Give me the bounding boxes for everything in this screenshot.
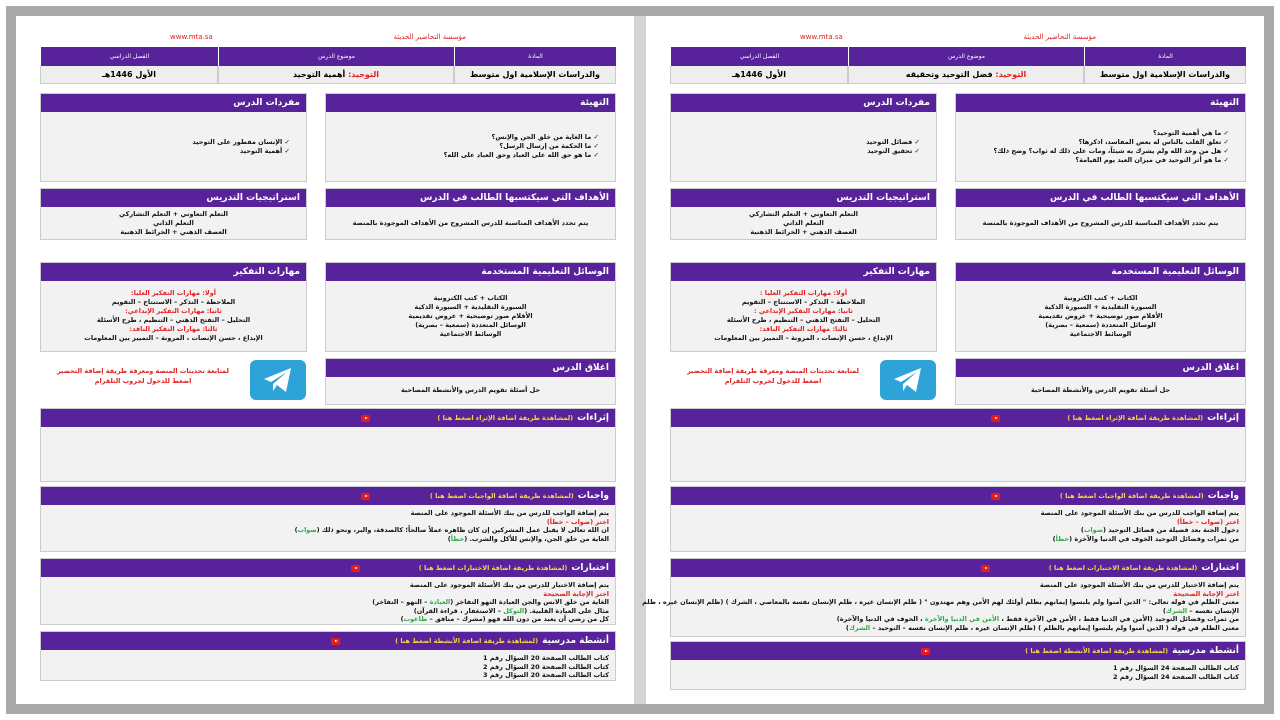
text-segment: الأمن في الدنيا والآخرة [924, 615, 1000, 623]
checklist-item: ✓ فضائل التوحيد [866, 138, 920, 147]
text-segment: دخول الجنة بعد فضيلة من فضائل التوحيد ( [1103, 526, 1239, 534]
thinking-skills-section [670, 262, 937, 352]
text-segment: يتم إضافة الاختبار للدرس من بنك الأسئلة الموجود على المنصة [1039, 581, 1239, 589]
text-line: الوسائل المتعددة (سمعية – بصرية) [415, 320, 526, 329]
text-segment: ) [400, 615, 404, 623]
enrichment-section-video-link[interactable]: (لمشاهدة طريقة اضافة الإثراء اضغط هنا ) [1067, 414, 1204, 422]
enrichment-section-header [671, 409, 1245, 427]
tests-section-title: اختبارات [571, 563, 609, 573]
text-line [41, 535, 609, 544]
vocabulary-section-body [671, 112, 936, 181]
text-segment: الشرك [1165, 606, 1188, 615]
teaching-aids-section [955, 262, 1246, 352]
table-header: الفصل الدراسي [40, 47, 218, 66]
vocabulary-section-body [41, 112, 306, 181]
checklist-item: ✓ ما هو أثر التوحيد في ميزان العبد يوم القيامة؟ [1075, 156, 1229, 165]
subject-value: والدراسات الإسلامية اول متوسط [1084, 66, 1246, 84]
closing-section-header [956, 359, 1245, 377]
text-segment: العبادة [429, 598, 451, 606]
homework-section-title: واجبات [577, 491, 609, 501]
page-top-header [670, 33, 1246, 45]
tests-section [40, 558, 616, 625]
thinking-skills-section-title: مهارات التفكير [233, 267, 300, 277]
enrichment-section-title: إثراءات [577, 413, 609, 423]
goals-section-body [956, 207, 1245, 239]
telegram-icon[interactable] [880, 360, 936, 400]
topic-value [848, 66, 1084, 84]
activities-section [40, 631, 616, 681]
text-segment: كتاب الطالب الصفحة 24 السؤال رقم 1 [1112, 664, 1239, 672]
text-line [671, 509, 1239, 518]
lesson-plan-page [642, 30, 1246, 690]
warmup-section [325, 93, 616, 182]
closing-section-body [956, 377, 1245, 404]
text-segment: الإبداع ، حسن الإنصات ، المرونة – التمييز بين المعلومات [714, 334, 893, 342]
goals-section [325, 188, 616, 240]
teaching-aids-section-header [326, 263, 615, 281]
goals-section-body [326, 207, 615, 239]
goals-section [955, 188, 1246, 240]
text-line [125, 307, 222, 316]
table-header: المادة [1084, 47, 1246, 66]
website-link[interactable]: www.mta.sa [800, 33, 843, 41]
telegram-text[interactable] [40, 366, 246, 386]
tests-section [642, 558, 1246, 637]
website-link[interactable]: www.mta.sa [170, 33, 213, 41]
tests-section-body [41, 577, 615, 624]
text-line [130, 325, 218, 334]
telegram-banner[interactable] [40, 358, 307, 405]
goals-section-title: الأهداف التي سيكتسبها الطالب في الدرس [419, 193, 609, 203]
text-line [671, 535, 1239, 544]
strategies-section-body [671, 207, 936, 239]
text-line: حل أسئلة تقويم الدرس والأنشطة المصاحبة [400, 386, 541, 394]
text-line [112, 298, 235, 307]
thinking-skills-section-body [41, 281, 306, 351]
text-segment: خطأ [450, 534, 465, 543]
activities-section-title: أنشطة مدرسية [542, 636, 609, 646]
text-line [41, 607, 609, 616]
text-segment: ) [1162, 606, 1166, 615]
teaching-aids-section [325, 262, 616, 352]
activities-section [670, 641, 1246, 690]
thinking-skills-section-title: مهارات التفكير [863, 267, 930, 277]
closing-section-title: اغلاق الدرس [552, 363, 609, 373]
thinking-skills-section-body [671, 281, 936, 351]
text-line [760, 289, 847, 298]
text-segment: أولا: مهارات التفكير العليا: [131, 289, 216, 297]
homework-section-video-link[interactable]: (لمشاهدة طريقة اضافة الواجبات اضغط هنا ) [1059, 492, 1204, 500]
closing-section-title: اغلاق الدرس [1182, 363, 1239, 373]
text-segment: – الاستغفار ، قراءة القرآن) [413, 606, 504, 615]
text-line [41, 518, 609, 527]
lesson-plan-page [40, 30, 616, 690]
table-header: الفصل الدراسي [670, 47, 848, 66]
text-segment: ) [294, 526, 298, 534]
text-line [742, 298, 865, 307]
strategies-section-header [41, 189, 306, 207]
text-segment: يتم إضافة الواجب للدرس من بنك الأسئلة الموجود على المنصة [1040, 509, 1239, 517]
telegram-line: لمتابعة تحديثات المنصة ومعرفة طريقة إضافة التحضير [57, 367, 229, 375]
warmup-section [955, 93, 1246, 182]
topic-value [218, 66, 454, 84]
text-segment: التوكل [503, 606, 525, 615]
text-segment: ) [1052, 534, 1056, 543]
homework-section-header [41, 487, 615, 505]
text-line: الكتاب + كتب الكترونية [1063, 293, 1138, 302]
tests-section-header [671, 559, 1245, 577]
thinking-skills-section-header [41, 263, 306, 281]
text-segment: التحليل – التفتح الذهني – التنظيم ، طرح الأسئلة [96, 316, 251, 324]
text-segment: الغاية من خلق الجن، والإنس للأكل والشرب. ( [464, 534, 609, 543]
text-segment: ان الله تعالى لا يقبل عمل المشركين إن كان ظاهره عملاً صالحاً؛ كالصدقة، والبر، ونحو ذلك ( [316, 526, 609, 534]
checklist-item: ✓ تعلق القلب بالناس له بعض المفاسد، اذكرها؟ [1079, 138, 1229, 147]
activities-section-title: أنشطة مدرسية [1172, 646, 1239, 656]
text-line [41, 581, 609, 590]
subject-value: والدراسات الإسلامية اول متوسط [454, 66, 616, 84]
strategies-section [40, 188, 307, 240]
closing-section-body [326, 377, 615, 404]
enrichment-section-video-link[interactable]: (لمشاهدة طريقة اضافة الإثراء اضغط هنا ) [437, 414, 574, 422]
text-line [671, 581, 1239, 590]
strategies-section-title: استراتيجيات التدريس [206, 193, 300, 203]
text-line: الوسائل المتعددة (سمعية – بصرية) [1045, 320, 1156, 329]
enrichment-section-body [41, 427, 615, 481]
warmup-section-header [326, 94, 615, 112]
youtube-icon[interactable] [361, 415, 370, 422]
tests-section-video-link[interactable]: (لمشاهدة طريقة اضافة الاختبارات اضغط هنا ) [1048, 564, 1198, 572]
text-line [671, 526, 1239, 535]
telegram-icon[interactable] [250, 360, 306, 400]
text-line: العصف الذهني + الخرائط الذهنية [750, 227, 857, 236]
text-line: الوسائط الاجتماعية [439, 329, 502, 338]
telegram-line: اضغط للدخول لجروب التلقرام [724, 377, 822, 385]
homework-section-title: واجبات [1207, 491, 1239, 501]
teaching-aids-section-header [956, 263, 1245, 281]
homework-section-header [671, 487, 1245, 505]
checklist-item: ✓ ما الغاية من خلق الجن والإنس؟ [492, 133, 599, 142]
activities-section-header [41, 632, 615, 650]
tests-section-body [642, 577, 1245, 636]
checklist-item: ✓ تحقيق التوحيد [867, 147, 920, 156]
vocabulary-section-title: مفردات الدرس [233, 98, 300, 108]
text-line [671, 615, 1239, 624]
text-segment: الغاية من خلق الانس والجن العبادة التهو التفاخر ( [450, 598, 609, 606]
text-segment: الإبداع ، حسن الإنصات ، المرونة – التمييز بين المعلومات [84, 334, 263, 342]
goals-section-title: الأهداف التي سيكتسبها الطالب في الدرس [1049, 193, 1239, 203]
youtube-icon[interactable] [921, 648, 930, 655]
strategies-section-title: استراتيجيات التدريس [836, 193, 930, 203]
table-header: موضوع الدرس [218, 47, 454, 66]
teaching-aids-section-title: الوسائل التعليمية المستخدمة [481, 267, 609, 277]
text-segment: ) [447, 534, 451, 543]
lesson-info-table [670, 47, 1246, 84]
text-line [41, 526, 609, 535]
text-segment: – التهو – التفاخر) [372, 598, 430, 606]
vocabulary-section-title: مفردات الدرس [863, 98, 930, 108]
organization-name: مؤسسة التحاضير الحديثة [1023, 33, 1096, 41]
text-segment: يتم إضافة الاختبار للدرس من بنك الأسئلة الموجود على المنصة [409, 581, 609, 589]
activities-section-header [671, 642, 1245, 660]
vocabulary-section-header [671, 94, 936, 112]
text-line [727, 316, 880, 325]
text-segment: معنى الظلم في قوله ( الذين آمنوا ولم يلبسوا إيمانهم بالظلم ) (ظلم الإنسان غيره ، ظلم الإنسان نفسه – التوحيد – [870, 623, 1239, 632]
homework-section-video-link[interactable]: (لمشاهدة طريقة اضافة الواجبات اضغط هنا ) [429, 492, 574, 500]
text-segment: كتاب الطالب الصفحة 24 السؤال رقم 2 [1112, 672, 1239, 681]
strategies-section-body [41, 207, 306, 239]
goals-section-header [326, 189, 615, 207]
text-line: يتم تحدد الأهداف المناسبة للدرس المشروح من الأهداف الموجودة بالمنصة [982, 218, 1219, 227]
term-value: الأول 1446هـ [670, 66, 848, 84]
homework-section-body [671, 505, 1245, 551]
text-segment: الشرك [848, 623, 871, 632]
topic-text: أهمية التوحيد [293, 70, 349, 79]
text-segment: ثالثا: مهارات التفكير الناقد: [129, 325, 218, 333]
youtube-icon[interactable] [991, 415, 1000, 422]
text-line [671, 518, 1239, 527]
text-line [714, 334, 892, 343]
text-segment: مثال على العبادة القلبية. ( [524, 606, 609, 615]
homework-section [40, 486, 616, 552]
text-segment: معنى الظلم في قوله تعالى: " الذين آمنوا ولم يلبسوا إيمانهم بظلم أولئك لهم الأمن وهم مهتدون " ( ظلم الإنسان غيره ، ظلم الإنسان نفسه بالمعاصي ، الشرك ) (ظلم الإنسان غيره ، ظلم [642, 598, 1239, 606]
text-segment: الملاحظة – التذكر – الاستنتاج – التقويم [741, 298, 866, 306]
text-line [41, 590, 609, 599]
text-line [671, 590, 1239, 599]
strategies-section [670, 188, 937, 240]
checklist-item: ✓ هل من وحد الله ولم يشرك به شيئاً، ومات على ذلك له ثواب؟ وضح ذلك؟ [993, 147, 1229, 156]
text-line: التعلم التعاوني + التعلم التشاركي [749, 209, 858, 218]
vocabulary-section [670, 93, 937, 182]
text-segment: ثالثا: مهارات التفكير الناقد: [759, 325, 848, 333]
checklist-item: ✓ ما هي أهمية التوحيد؟ [1153, 129, 1229, 138]
text-segment: كتاب الطالب الصفحة 20 السؤال رقم 2 [482, 662, 609, 671]
text-line [671, 624, 1239, 633]
text-line: الأقلام صور توضيحية + عروض تقديمية [408, 311, 533, 320]
text-line [84, 334, 262, 343]
text-line: يتم تحدد الأهداف المناسبة للدرس المشروح من الأهداف الموجودة بالمنصة [352, 218, 589, 227]
activities-section-body [671, 660, 1245, 689]
enrichment-section-header [41, 409, 615, 427]
lesson-info-table [40, 47, 616, 84]
text-segment: ، الخوف في الدنيا والآخرة) [836, 615, 925, 623]
thinking-skills-section-header [671, 263, 936, 281]
text-line [97, 316, 250, 325]
goals-section-header [956, 189, 1245, 207]
closing-section [955, 358, 1246, 405]
text-line [671, 664, 1239, 673]
text-segment: ثانيا: مهارات التفكير الإبداعي : [754, 307, 853, 315]
tests-section-video-link[interactable]: (لمشاهدة طريقة اضافة الاختبارات اضغط هنا ) [418, 564, 568, 572]
text-line [754, 307, 853, 316]
enrichment-section-body [671, 427, 1245, 481]
text-segment: اختر (صواب – خطأ) [546, 517, 609, 526]
text-segment: صواب [1083, 526, 1104, 534]
telegram-line: لمتابعة تحديثات المنصة ومعرفة طريقة إضافة التحضير [687, 367, 859, 375]
warmup-section-header [956, 94, 1245, 112]
checklist-item: ✓ ما الحكمة من إرسال الرسل؟ [499, 142, 599, 151]
text-segment: كل من رضي أن يعبد من دون الله فهو (مشرك – منافق – [427, 615, 609, 623]
text-segment: الإنسان نفسه – [1187, 606, 1239, 615]
topic-prefix: التوحيد: [995, 70, 1027, 79]
text-line [41, 671, 609, 680]
youtube-icon[interactable] [981, 565, 990, 572]
homework-section-body [41, 505, 615, 551]
text-segment: يتم إضافة الواجب للدرس من بنك الأسئلة الموجود على المنصة [410, 509, 609, 517]
table-header: المادة [454, 47, 616, 66]
table-header: موضوع الدرس [848, 47, 1084, 66]
warmup-section-body [956, 112, 1245, 181]
text-segment: أولا: مهارات التفكير العليا : [759, 289, 848, 297]
telegram-line: اضغط للدخول لجروب التلقرام [94, 377, 192, 385]
topic-prefix: التوحيد: [348, 70, 379, 79]
text-segment: الملاحظة – التذكر – الاستنتاج – التقويم [111, 298, 236, 306]
checklist-item: ✓ ما هو حق الله على العباد وحق العباد على الله؟ [444, 151, 599, 160]
enrichment-section-title: إثراءات [1207, 413, 1239, 423]
text-line [41, 663, 609, 672]
text-segment: من ثمرات وفضائل التوحيد الخوف في الدنيا والآخرة ( [1069, 534, 1239, 543]
youtube-icon[interactable] [331, 638, 340, 645]
warmup-section-title: التهيئة [580, 98, 609, 108]
text-segment: اختر الإجابة الصحيحة [543, 589, 609, 598]
strategies-section-header [671, 189, 936, 207]
text-segment: طاغوت [403, 615, 428, 623]
teaching-aids-section-body [326, 281, 615, 351]
homework-section [670, 486, 1246, 552]
term-value: الأول 1446هـ [40, 66, 218, 84]
warmup-section-title: التهيئة [1210, 98, 1239, 108]
checklist-item: ✓ الإنسان مفطور على التوحيد [192, 138, 290, 147]
closing-section [325, 358, 616, 405]
text-line [41, 654, 609, 663]
enrichment-section [40, 408, 616, 482]
text-line [671, 607, 1239, 616]
text-segment: اختر الإجابة الصحيحة [1173, 589, 1239, 598]
vocabulary-section-header [41, 94, 306, 112]
teaching-aids-section-body [956, 281, 1245, 351]
text-line [760, 325, 848, 334]
text-segment: صواب [297, 526, 317, 534]
text-line: حل أسئلة تقويم الدرس والأنشطة المصاحبة [1030, 386, 1171, 394]
organization-name: مؤسسة التحاضير الحديثة [393, 33, 466, 41]
text-segment: خطأ [1055, 534, 1070, 543]
text-line [41, 615, 609, 624]
text-segment: من ثمرات وفضائل التوحيد (الأمن في الدنيا فقط ، الأمن في الآخرة فقط ، [999, 615, 1239, 623]
text-line [671, 673, 1239, 682]
text-line [131, 289, 216, 298]
text-line: الكتاب + كتب الكترونية [433, 293, 508, 302]
youtube-icon[interactable] [991, 493, 1000, 500]
vocabulary-section [40, 93, 307, 182]
enrichment-section [670, 408, 1246, 482]
text-line: الأقلام صور توضيحية + عروض تقديمية [1038, 311, 1163, 320]
text-line [642, 598, 1239, 607]
telegram-banner[interactable] [670, 358, 937, 405]
tests-section-header [41, 559, 615, 577]
thinking-skills-section [40, 262, 307, 352]
text-line: العصف الذهني + الخرائط الذهنية [120, 227, 227, 236]
text-segment: ) [845, 623, 849, 632]
telegram-text[interactable] [670, 366, 876, 386]
youtube-icon[interactable] [351, 565, 360, 572]
warmup-section-body [326, 112, 615, 181]
text-line: التعلم التعاوني + التعلم التشاركي [119, 209, 228, 218]
text-segment: التحليل – التفتح الذهني – التنظيم ، طرح الأسئلة [726, 316, 881, 324]
text-line [41, 598, 609, 607]
teaching-aids-section-title: الوسائل التعليمية المستخدمة [1111, 267, 1239, 277]
text-line: السبورة التقليدية + السبورة الذكية [414, 302, 527, 311]
youtube-icon[interactable] [361, 493, 370, 500]
text-line: السبورة التقليدية + السبورة الذكية [1044, 302, 1157, 311]
text-segment: اختر (صواب – خطأ) [1176, 517, 1239, 526]
tests-section-title: اختبارات [1201, 563, 1239, 573]
activities-section-video-link[interactable]: (لمشاهدة طريقة اضافة الأنشطة اضغط هنا ) [395, 637, 539, 645]
text-segment: ) [1080, 526, 1084, 534]
closing-section-header [326, 359, 615, 377]
topic-text: فضل التوحيد وتحقيقه [905, 70, 996, 79]
text-line [41, 509, 609, 518]
activities-section-video-link[interactable]: (لمشاهدة طريقة اضافة الأنشطة اضغط هنا ) [1025, 647, 1169, 655]
text-line: التعلم الذاتي [783, 218, 824, 227]
text-segment: كتاب الطالب الصفحة 20 السؤال رقم 3 [482, 671, 609, 679]
text-segment: ثانيا: مهارات التفكير الإبداعي: [125, 307, 222, 315]
text-line: التعلم الذاتي [153, 218, 194, 227]
activities-section-body [41, 650, 615, 680]
text-segment: كتاب الطالب الصفحة 20 السؤال رقم 1 [482, 654, 609, 662]
checklist-item: ✓ أهمية التوحيد [240, 147, 290, 156]
text-line: الوسائط الاجتماعية [1069, 329, 1132, 338]
page-top-header [40, 33, 616, 45]
